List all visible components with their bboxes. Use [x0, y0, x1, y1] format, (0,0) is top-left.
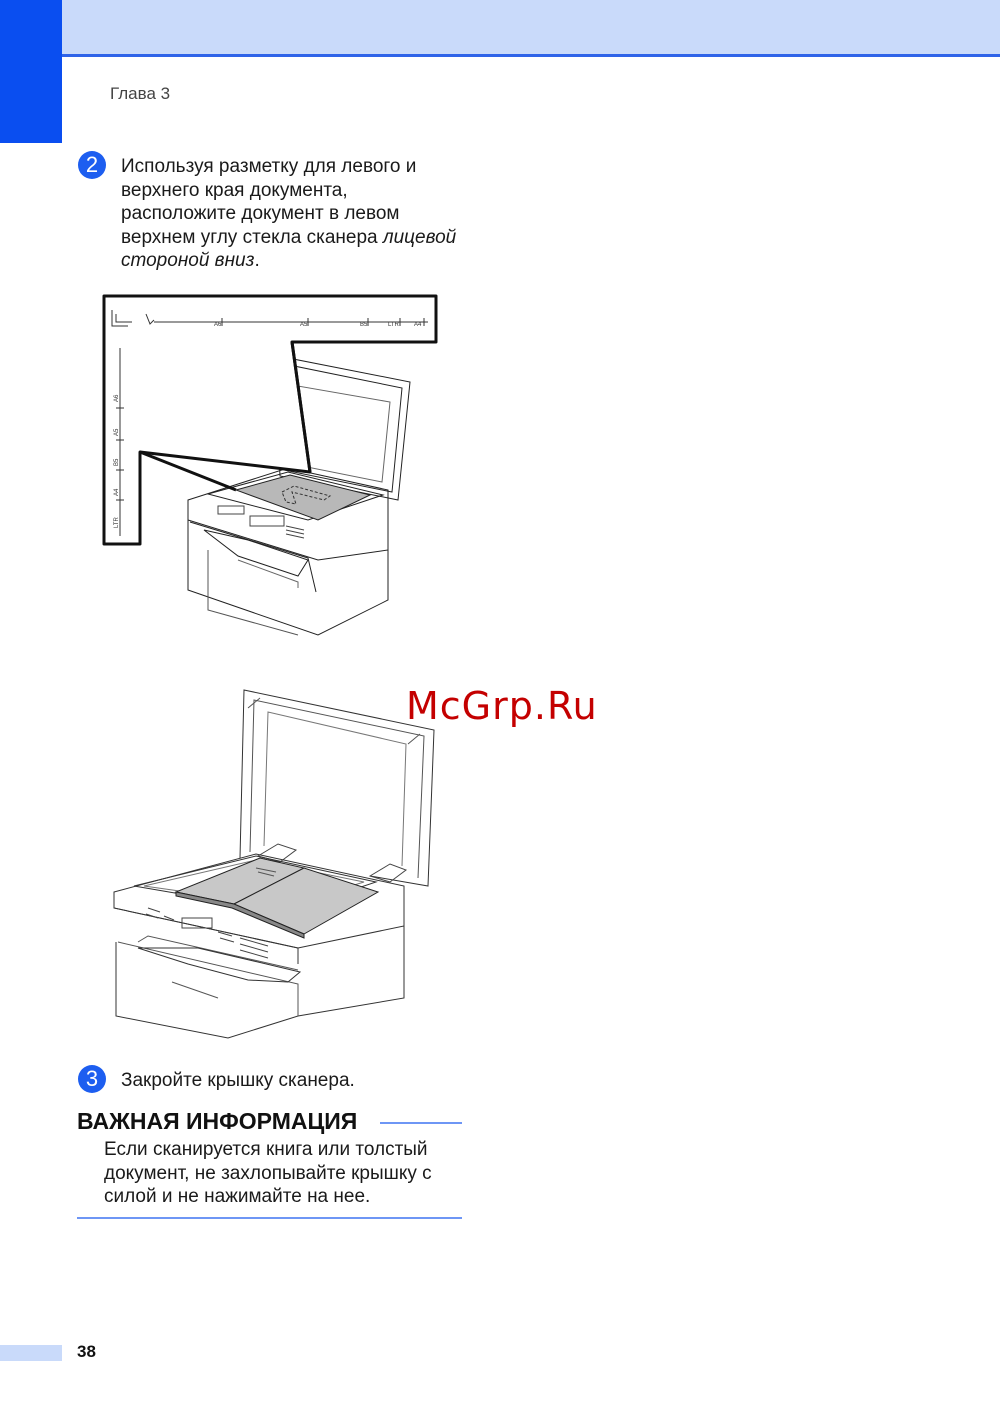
scale-label: A6: [114, 394, 120, 402]
scale-label: B5: [360, 322, 368, 328]
scale-label: LTR: [388, 322, 399, 328]
step-3-text: Закройте крышку сканера.: [121, 1070, 355, 1091]
important-bottom-rule: [77, 1217, 462, 1219]
step-2-line: [121, 249, 481, 273]
header-band: [0, 0, 1000, 55]
scale-label: LTR: [114, 517, 120, 528]
page-number: 38: [77, 1342, 96, 1361]
step-2-italic: лицевой: [382, 226, 457, 248]
important-line: силой и не нажимайте на нее.: [104, 1186, 371, 1207]
scale-label: A4: [414, 322, 422, 328]
footer-band: [0, 1345, 62, 1361]
step-2-plain: .: [254, 250, 260, 271]
important-line: Если сканируется книга или толстый: [104, 1139, 428, 1160]
step-2-line: расположите документ в левом: [121, 203, 400, 224]
scanner-glass-illustration: [98, 290, 443, 645]
step-2-line: верхнего края документа,: [121, 179, 348, 201]
book-on-scanner-illustration: [108, 686, 438, 1041]
step-number-2: 2: [78, 151, 106, 179]
important-title-rule: [380, 1122, 462, 1124]
watermark-text: McGrp.Ru: [406, 684, 598, 728]
important-title: ВАЖНАЯ ИНФОРМАЦИЯ: [77, 1108, 358, 1134]
step-2-line: Используя разметку для левого и: [121, 156, 417, 177]
scale-label: A5: [114, 428, 120, 436]
step-2-italic: стороной вниз: [121, 250, 255, 271]
chapter-label: Глава 3: [110, 84, 171, 103]
step-2-plain: верхнем углу стекла сканера: [121, 226, 383, 248]
important-body: [104, 1138, 464, 1209]
scale-label: A4: [114, 488, 120, 496]
chapter-tab: [0, 0, 62, 143]
scale-label: A6: [214, 322, 222, 328]
step-2-text: [121, 155, 481, 273]
scale-label: A5: [300, 322, 308, 328]
step-2-line: [121, 226, 481, 250]
scale-label: B5: [114, 458, 120, 466]
step-number-3: 3: [78, 1065, 106, 1093]
important-line: документ, не захлопывайте крышку с: [104, 1162, 432, 1184]
header-rule: [62, 54, 1000, 57]
